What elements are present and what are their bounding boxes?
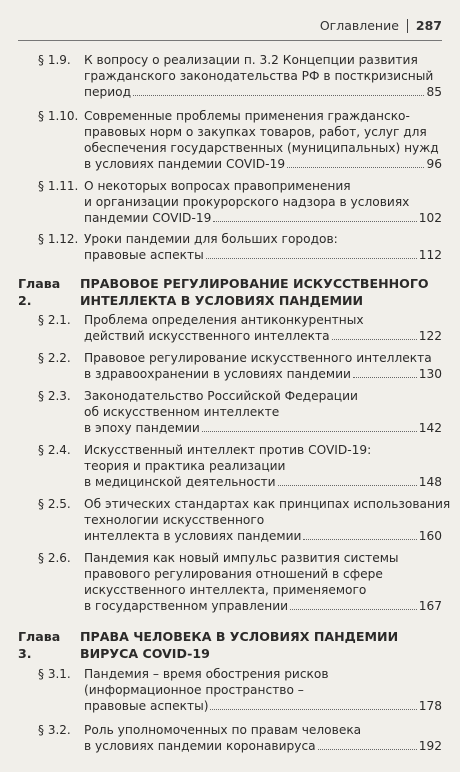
toc-entry-line: пандемии COVID-19 [84,211,212,225]
leader-dots [206,257,417,259]
toc-entry-line: Законодательство Российской Федерации [84,389,358,403]
toc-entry-page: 102 [418,211,442,225]
toc-entry-page: 85 [426,85,442,99]
toc-entry-label: § 1.11. [38,179,79,193]
toc-entry-page: 178 [418,699,442,713]
toc-entry-page: 142 [418,421,442,435]
toc-entry-line: правовых норм о закупках товаров, работ, услуг для [84,125,427,139]
toc-entry-page: 122 [418,329,442,343]
leader-dots [303,538,416,540]
leader-dots [202,430,417,432]
toc-entry-line: в эпоху пандемии [84,421,200,435]
toc-entry-line: в условиях пандемии COVID-19 [84,157,286,171]
toc-entry-line: правовые аспекты) [84,699,209,713]
toc-entry-label: § 2.5. [38,497,71,511]
toc-entry-label: § 3.1. [38,667,71,681]
chapter-title-line: ПРАВА ЧЕЛОВЕКА В УСЛОВИЯХ ПАНДЕМИИ [80,629,399,644]
toc-entry-line: правового регулирования отношений в сфере [84,567,383,581]
chapter-title-line: ВИРУСА COVID-19 [80,646,210,661]
toc-entry-line: в условиях пандемии коронавируса [84,739,316,753]
chapter-title-line: ПРАВОВОЕ РЕГУЛИРОВАНИЕ ИСКУССТВЕННОГО [80,276,429,291]
toc-entry-line: Правовое регулирование искусственного интеллекта [84,351,432,365]
toc-entry-line: Искусственный интеллект против COVID-19: [84,443,372,457]
toc-entry-line: Пандемия – время обострения рисков [84,667,329,681]
toc-entry-line: Об этических стандартах как принципах использования [84,497,451,511]
toc-entry-line: (информационное пространство – [84,683,304,697]
toc-entry-line: Уроки пандемии для больших городов: [84,232,338,246]
toc-entry-label: § 2.6. [38,551,71,565]
toc-entry-label: § 2.2. [38,351,71,365]
toc-entry-line: действий искусственного интеллекта [84,329,330,343]
toc-entry-label: § 2.4. [38,443,71,457]
toc-entry-line: в здравоохранении в условиях пандемии [84,367,351,381]
leader-dots [353,376,417,378]
chapter-title-line: ИНТЕЛЛЕКТА В УСЛОВИЯХ ПАНДЕМИИ [80,293,364,308]
toc-entry-line: об искусственном интеллекте [84,405,280,419]
toc-entry-page: 167 [418,599,442,613]
toc-entry-line: Проблема определения антиконкурентных [84,313,364,327]
toc-entry-line: О некоторых вопросах правоприменения [84,179,351,193]
leader-dots [287,166,424,168]
toc-entry-label: § 2.1. [38,313,71,327]
toc-entry-page: 160 [418,529,442,543]
leader-dots [210,708,416,710]
leader-dots [213,220,416,222]
toc-entry-page: 130 [418,367,442,381]
toc-entry-page: 192 [418,739,442,753]
toc-entry-label: § 2.3. [38,389,71,403]
toc-entry-line: обеспечения государственных (муниципальных) нужд [84,141,439,155]
toc-entry-label: § 3.2. [38,723,71,737]
toc-entry-line: К вопросу о реализации п. 3.2 Концепции развития [84,53,418,67]
running-header [320,18,442,33]
toc-entry-label: § 1.10. [38,109,79,123]
chapter-label: Глава 2. [18,276,61,308]
toc-entry-line: теория и практика реализации [84,459,286,473]
toc-entry-page: 148 [418,475,442,489]
toc-entry-line: интеллекта в условиях пандемии [84,529,302,543]
toc-entry-page: 96 [426,157,442,171]
toc-entry-line: гражданского законодательства РФ в посткризисный [84,69,434,83]
toc-entry-line: Современные проблемы применения гражданско- [84,109,410,123]
chapter-label: Глава 3. [18,629,61,661]
toc-entry-line: период [84,85,132,99]
toc-entry-line: в медицинской деятельности [84,475,276,489]
leader-dots [133,94,424,96]
toc-entry-line: Пандемия как новый импульс развития системы [84,551,399,565]
leader-dots [278,484,417,486]
toc-entry-line: технологии искусственного [84,513,265,527]
toc-entry-line: в государственном управлении [84,599,289,613]
toc-entry-page: 112 [418,248,442,262]
toc-entry-line: правовые аспекты [84,248,204,262]
toc-entry-line: Роль уполномоченных по правам человека [84,723,362,737]
toc-entry-line: и организации прокурорского надзора в условиях [84,195,410,209]
leader-dots [318,748,417,750]
running-header-title: Оглавление [319,18,399,33]
page-number: 287 [415,18,442,33]
toc-entry-label: § 1.12. [38,232,79,246]
header-rule [18,40,442,41]
header-separator [407,19,408,33]
leader-dots [332,338,417,340]
toc-entry-line: искусственного интеллекта, применяемого [84,583,367,597]
leader-dots [290,608,417,610]
toc-entry-label: § 1.9. [38,53,71,67]
